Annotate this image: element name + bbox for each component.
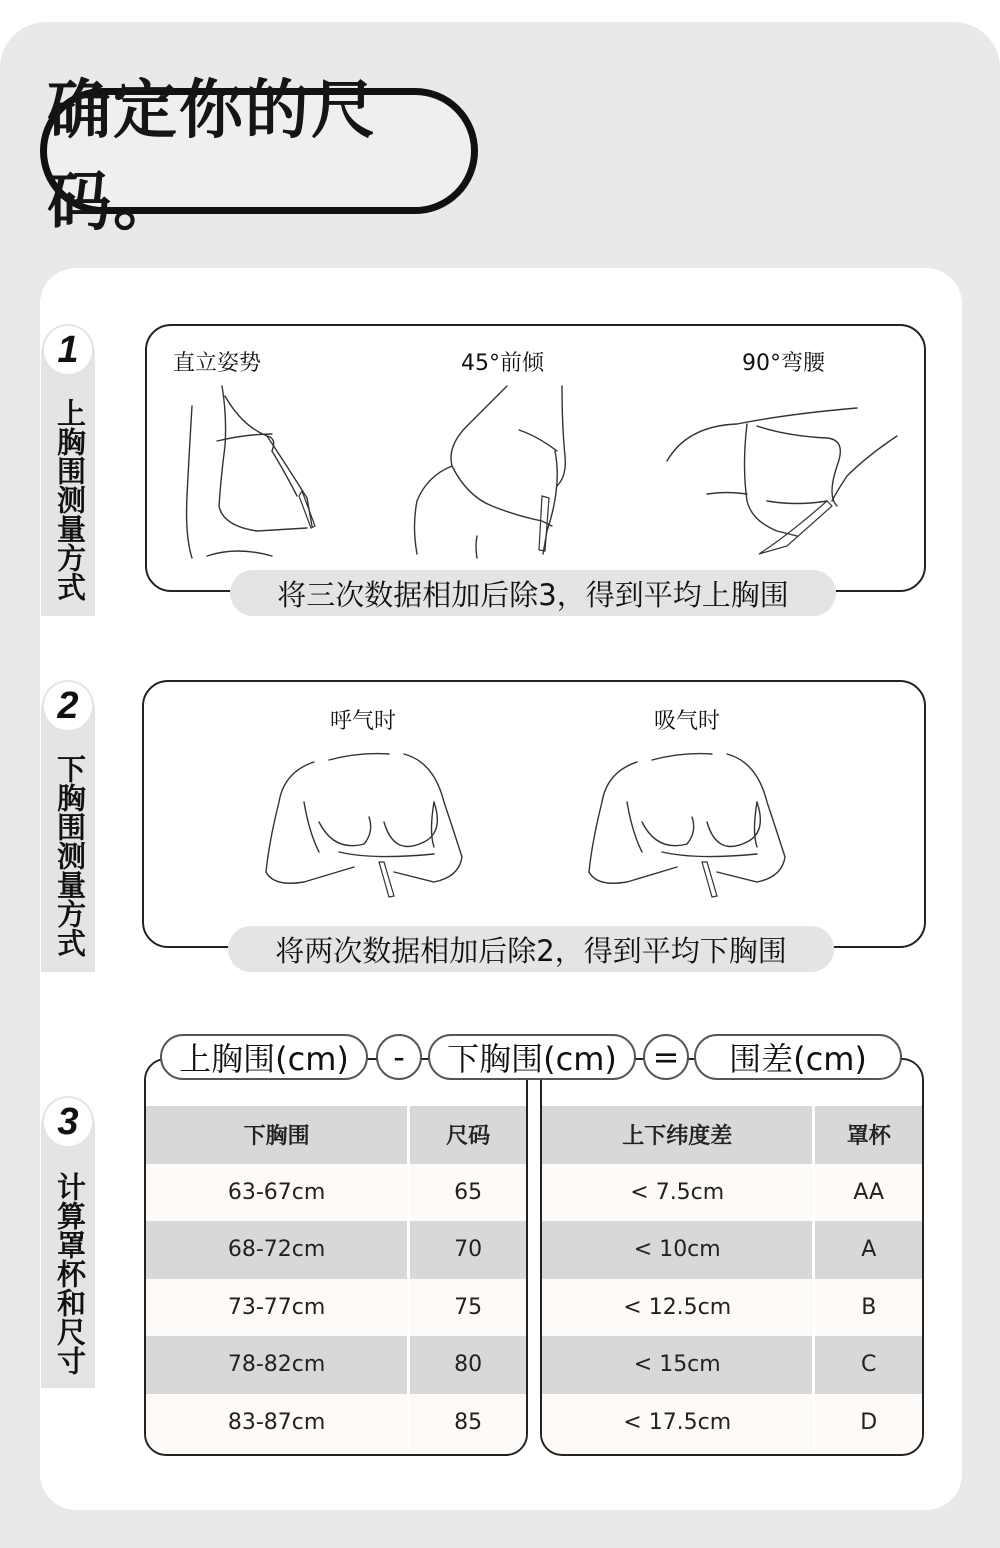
formula-difference: 围差(cm) [694, 1034, 902, 1080]
cup-cell: B [815, 1279, 922, 1337]
band-cell: 83-87cm [146, 1394, 410, 1452]
table-row [542, 1336, 922, 1394]
band-cell: 78-82cm [146, 1336, 410, 1394]
formula-equals: = [643, 1034, 689, 1080]
size-header: 尺码 [410, 1106, 526, 1164]
size-cell: 80 [410, 1336, 526, 1394]
upper-bust-caption: 将三次数据相加后除3，得到平均上胸围 [230, 570, 836, 616]
step-2-label: 下胸围测量方式 [53, 753, 87, 957]
step-1-number: 1 [42, 324, 94, 376]
size-cell: 65 [410, 1164, 526, 1222]
formula-minus: - [376, 1034, 422, 1080]
difference-cell: < 17.5cm [542, 1394, 815, 1452]
formula-under-bust: 下胸围(cm) [428, 1034, 636, 1080]
band-cell: 68-72cm [146, 1221, 410, 1279]
size-cell: 70 [410, 1221, 526, 1279]
cup-size-table-panel [540, 1058, 924, 1456]
band-size-table [146, 1106, 526, 1451]
table-row [542, 1221, 922, 1279]
under-bust-caption: 将两次数据相加后除2，得到平均下胸围 [228, 926, 834, 972]
table-row [542, 1394, 922, 1452]
band-cell: 63-67cm [146, 1164, 410, 1222]
table-row [542, 1279, 922, 1337]
table-row [146, 1279, 526, 1337]
step-2-number: 2 [42, 680, 94, 732]
exhale-figure [266, 754, 462, 897]
under-bust-illustrations [144, 682, 928, 950]
bending-figure [667, 408, 857, 461]
band-header: 下胸围 [146, 1106, 410, 1164]
size-cell: 85 [410, 1394, 526, 1452]
pose-standing-label: 直立姿势 [173, 351, 262, 376]
table-row [146, 1164, 526, 1222]
difference-cell: < 7.5cm [542, 1164, 815, 1222]
upper-bust-panel [145, 324, 926, 592]
inhale-label: 吸气时 [654, 709, 721, 734]
cup-cell: C [815, 1336, 922, 1394]
cup-cell: AA [815, 1164, 922, 1222]
cup-cell: A [815, 1221, 922, 1279]
table-row [146, 1221, 526, 1279]
inhale-figure [589, 754, 785, 897]
pose-lean-45-label: 45°前倾 [461, 351, 544, 376]
formula-upper-bust: 上胸围(cm) [160, 1034, 368, 1080]
table-row [146, 1336, 526, 1394]
cup-cell: D [815, 1394, 922, 1452]
title-badge [40, 74, 478, 240]
size-cell: 75 [410, 1279, 526, 1337]
pose-bend-90-label: 90°弯腰 [742, 351, 825, 376]
difference-cell: < 10cm [542, 1221, 815, 1279]
difference-cell: < 15cm [542, 1336, 815, 1394]
under-bust-panel [142, 680, 926, 948]
page-title: 确定你的尺码。 [47, 74, 377, 240]
step-1-label: 上胸围测量方式 [53, 397, 87, 601]
cup-size-table [542, 1106, 922, 1451]
band-size-table-panel [144, 1058, 528, 1456]
step-3-label: 计算罩杯和尺寸 [53, 1171, 87, 1375]
step-3-number: 3 [42, 1096, 94, 1148]
cup-header: 罩杯 [815, 1106, 922, 1164]
difference-cell: < 12.5cm [542, 1279, 815, 1337]
difference-header: 上下纬度差 [542, 1106, 815, 1164]
table-row [542, 1164, 922, 1222]
leaning-figure [451, 386, 552, 526]
band-cell: 73-77cm [146, 1279, 410, 1337]
exhale-label: 呼气时 [330, 709, 397, 734]
table-row [146, 1394, 526, 1452]
